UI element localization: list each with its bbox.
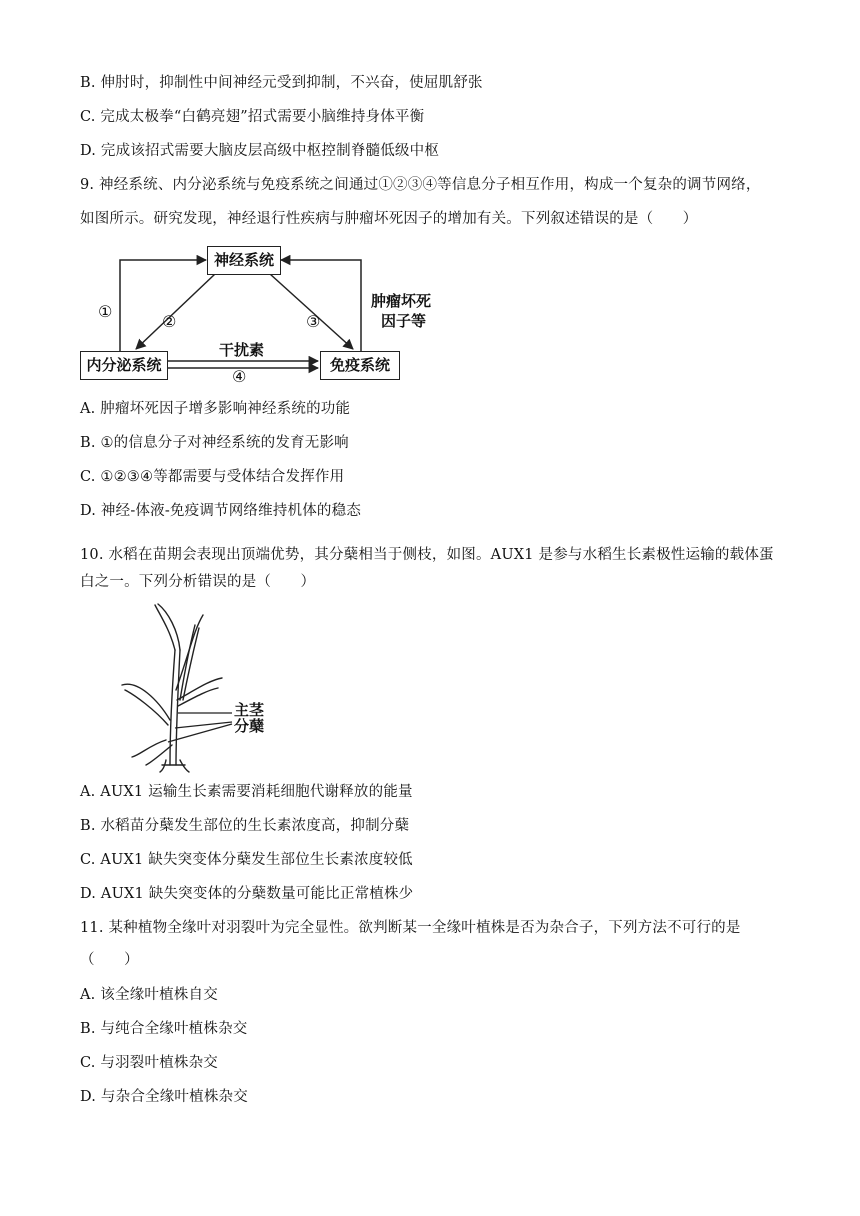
pointer-tiller-2 <box>168 724 232 742</box>
label-tiller: 分蘖 <box>234 717 265 735</box>
q10-option-c: C. AUX1 缺失突变体分蘖发生部位生长素浓度较低 <box>80 852 413 868</box>
q9-option-a: A. 肿瘤坏死因子增多影响神经系统的功能 <box>80 401 351 417</box>
q8-option-c: C. 完成太极拳“白鹤亮翅”招式需要小脑维持身体平衡 <box>80 109 425 125</box>
q8-option-b: B. 伸肘时，抑制性中间神经元受到抑制，不兴奋，使屈肌舒张 <box>80 75 483 91</box>
q10-option-a: A. AUX1 运输生长素需要消耗细胞代谢释放的能量 <box>80 784 413 800</box>
q9-option-c: C. ①②③④等都需要与受体结合发挥作用 <box>80 469 345 485</box>
node-nervous-system: 神经系统 <box>207 246 281 275</box>
q9-stem-line-2: 如图所示。研究发现，神经退行性疾病与肿瘤坏死因子的增加有关。下列叙述错误的是（ ） <box>80 211 698 227</box>
pointer-tiller-1 <box>175 722 232 728</box>
label-3: ③ <box>306 312 321 331</box>
q11-option-d: D. 与杂合全缘叶植株杂交 <box>80 1089 248 1105</box>
label-main-stem: 主茎 <box>234 701 265 719</box>
q10-option-b: B. 水稻苗分蘖发生部位的生长素浓度高，抑制分蘖 <box>80 818 410 834</box>
q11-option-a: A. 该全缘叶植株自交 <box>80 987 218 1003</box>
label-interferon: 干扰素 <box>219 341 265 359</box>
q11-option-c: C. 与羽裂叶植株杂交 <box>80 1055 218 1071</box>
label-4: ④ <box>232 367 247 386</box>
label-2: ② <box>162 312 177 331</box>
q9-stem-line-1: 9. 神经系统、内分泌系统与免疫系统之间通过①②③④等信息分子相互作用，构成一个复杂的调节网络， <box>80 177 761 193</box>
q10-option-d: D. AUX1 缺失突变体的分蘖数量可能比正常植株少 <box>80 886 414 902</box>
label-1: ① <box>98 302 113 321</box>
q9-option-b: B. ①的信息分子对神经系统的发育无影响 <box>80 435 349 451</box>
q11-option-b: B. 与纯合全缘叶植株杂交 <box>80 1021 248 1037</box>
q10-stem-line-2: 白之一。下列分析错误的是（ ） <box>80 574 316 590</box>
q9-option-d: D. 神经-体液-免疫调节网络维持机体的稳态 <box>80 503 362 519</box>
label-tnf-line-2: 因子等 <box>381 312 427 330</box>
node-immune-system: 免疫系统 <box>320 351 400 380</box>
label-tnf-line-1: 肿瘤坏死 <box>371 292 432 310</box>
q8-option-d: D. 完成该招式需要大脑皮层高级中枢控制脊髓低级中枢 <box>80 143 440 159</box>
q10-stem-line-1: 10. 水稻在苗期会表现出顶端优势，其分蘖相当于侧枝，如图。AUX1 是参与水稻生长素极性运输的载体蛋 <box>80 547 774 563</box>
node-endocrine-system: 内分泌系统 <box>80 351 168 380</box>
q11-stem-line-2: （ ） <box>80 952 139 968</box>
q11-stem-line-1: 11. 某种植物全缘叶对羽裂叶为完全显性。欲判断某一全缘叶植株是否为杂合子，下列方法不可行的是 <box>80 920 741 936</box>
